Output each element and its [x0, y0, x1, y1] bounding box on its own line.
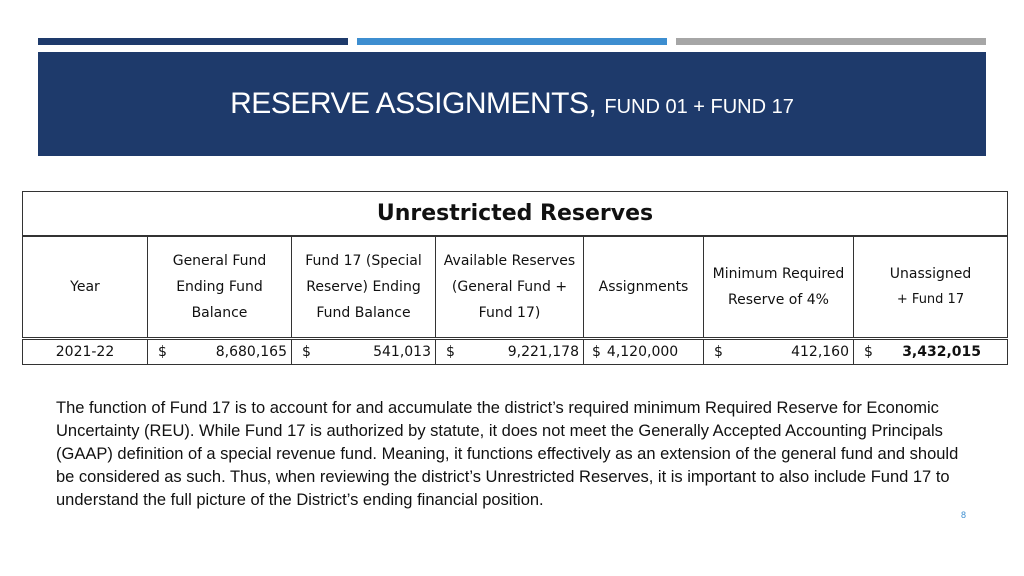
currency-symbol: $: [302, 344, 311, 360]
header-general-fund: General Fund Ending Fund Balance: [148, 236, 292, 339]
currency-symbol: $: [864, 344, 873, 360]
header-min-reserve: Minimum Required Reserve of 4%: [704, 236, 854, 339]
value-unassigned: 3,432,015: [902, 344, 982, 360]
slide-title: RESERVE ASSIGNMENTS,: [230, 87, 597, 120]
table-caption: Unrestricted Reserves: [23, 192, 1008, 237]
header-unassigned-plus-fund17: + Fund 17: [896, 292, 965, 307]
slide-subtitle: FUND 01 + FUND 17: [604, 95, 794, 118]
cell-min-reserve: [704, 339, 854, 365]
cell-fund17: [292, 339, 436, 365]
cell-year: 2021-22: [23, 339, 148, 365]
header-year: Year: [23, 236, 148, 339]
accent-bar-navy: [38, 38, 348, 45]
currency-symbol: $: [158, 344, 167, 360]
cell-available: [436, 339, 584, 365]
currency-symbol: $: [714, 344, 723, 360]
currency-symbol: $: [592, 344, 601, 360]
header-unassigned-label: Unassigned: [889, 266, 972, 282]
value-fund17: 541,013: [373, 344, 431, 360]
page-number: 8: [960, 510, 966, 520]
value-general-fund: 8,680,165: [215, 344, 287, 360]
cell-general-fund: [148, 339, 292, 365]
currency-symbol: $: [446, 344, 455, 360]
header-available: Available Reserves (General Fund + Fund 17): [436, 236, 584, 339]
value-available: 9,221,178: [507, 344, 579, 360]
header-assignments: Assignments: [584, 236, 704, 339]
accent-bar-gray: [676, 38, 986, 45]
accent-bar-blue: [357, 38, 667, 45]
explanation-paragraph: The function of Fund 17 is to account for and accumulate the district’s required minimum Required Reserve for Economic Uncertainty (REU). While Fund 17 is authorized by statute, it does not meet the Generally Accepted Accounting Principals (GAAP) definition of a special revenue fund. Meaning, it functions effectively as an extension of the general fund and should be considered as such. Thus, when reviewing the district’s Unrestricted Reserves, it is important to also include Fund 17 to understand the full picture of the District’s ending financial position.: [56, 399, 959, 509]
reserves-table: [22, 191, 1008, 365]
header-fund17: Fund 17 (Special Reserve) Ending Fund Balance: [292, 236, 436, 339]
header-unassigned: [854, 236, 1008, 339]
title-banner: [38, 52, 986, 156]
table-row: [23, 339, 1008, 365]
cell-unassigned: [854, 339, 1008, 365]
cell-assignments: [584, 339, 704, 365]
table-header-row: [23, 236, 1008, 339]
value-assignments: 4,120,000: [606, 344, 679, 360]
value-min-reserve: 412,160: [791, 344, 849, 360]
